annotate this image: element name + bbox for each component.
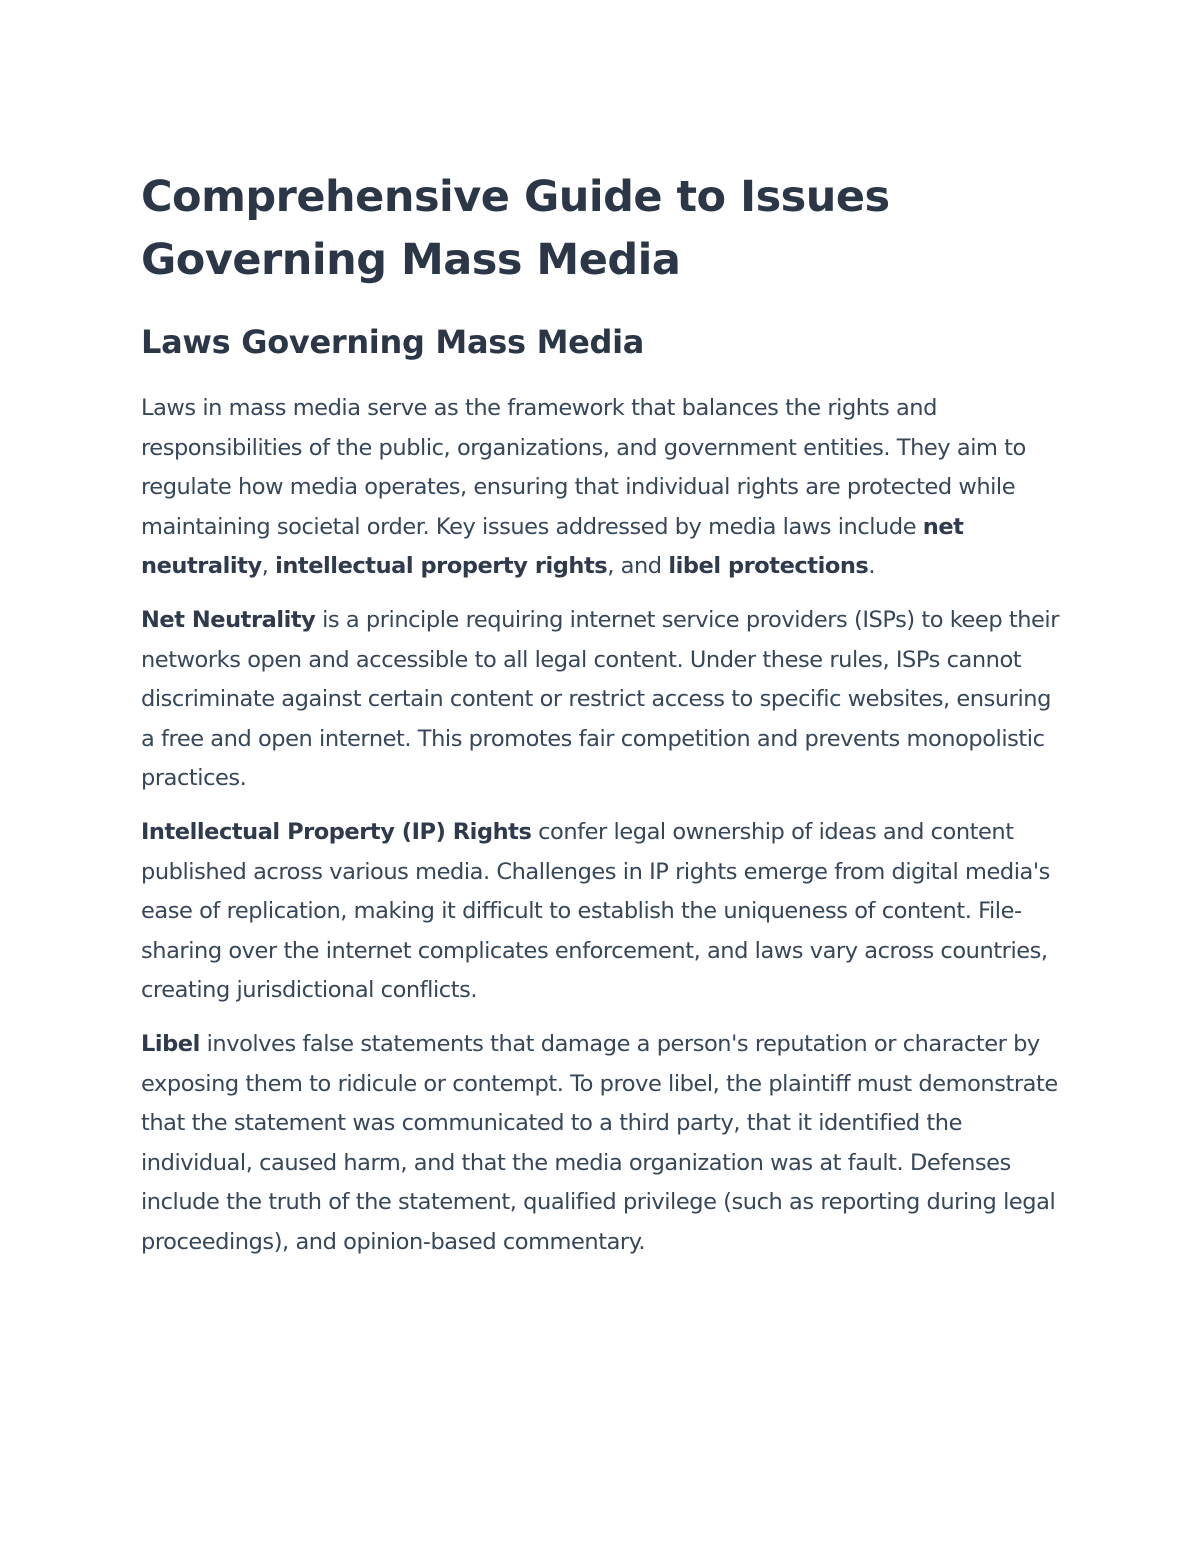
libel-text: involves false statements that damage a person's reputation or character by exposing them to ridicule or contempt. To prove libel, the plaintiff must demonstrate that the statement was communicated to a third party, that it identified the individual, caused harm, and that the media organization was at fault. Defenses include the truth of the statement, qualified privilege (such as reporting during legal proceedings), and opinion-based commentary. [141,1030,1058,1255]
intro-text-2: , [261,553,276,580]
intro-bold-libel: libel protections [668,553,869,580]
section-heading: Laws Governing Mass Media [141,323,645,361]
ip-rights-paragraph [141,813,1066,1011]
libel-term: Libel [141,1030,200,1057]
intro-paragraph [141,389,1066,587]
intro-bold-net-neutrality: net neutrality [141,513,964,580]
page-title: Comprehensive Guide to Issues Governing Mass Media [141,172,890,285]
net-neutrality-paragraph [141,601,1066,799]
intro-text-1: Laws in mass media serve as the framework that balances the rights and responsibilities of the public, organizations, and government entities. They aim to regulate how media operates, ensuring that individual rights are protected while maintaining societal order. Key issues addressed by media laws include [141,395,1026,540]
intro-text-4: . [868,553,876,580]
document-page [141,166,1066,1262]
intro-bold-ip-rights: intellectual property rights [275,553,608,580]
ip-rights-text: confer legal ownership of ideas and content published across various media. Challenges in IP rights emerge from digital media's ease of replication, making it difficult to establish the uniqueness of content. File-sharing over the internet complicates enforcement, and laws vary across countries, creating jurisdictional conflicts. [141,818,1050,1004]
libel-paragraph [141,1025,1066,1263]
ip-rights-term: Intellectual Property (IP) Rights [141,818,532,845]
net-neutrality-text: is a principle requiring internet service providers (ISPs) to keep their networks open and accessible to all legal content. Under these rules, ISPs cannot discriminate against certain content or restrict access to specific websites, ensuring a free and open internet. This promotes fair competition and prevents monopolistic practices. [141,606,1060,792]
net-neutrality-term: Net Neutrality [141,606,316,633]
intro-text-3: , and [607,553,669,580]
